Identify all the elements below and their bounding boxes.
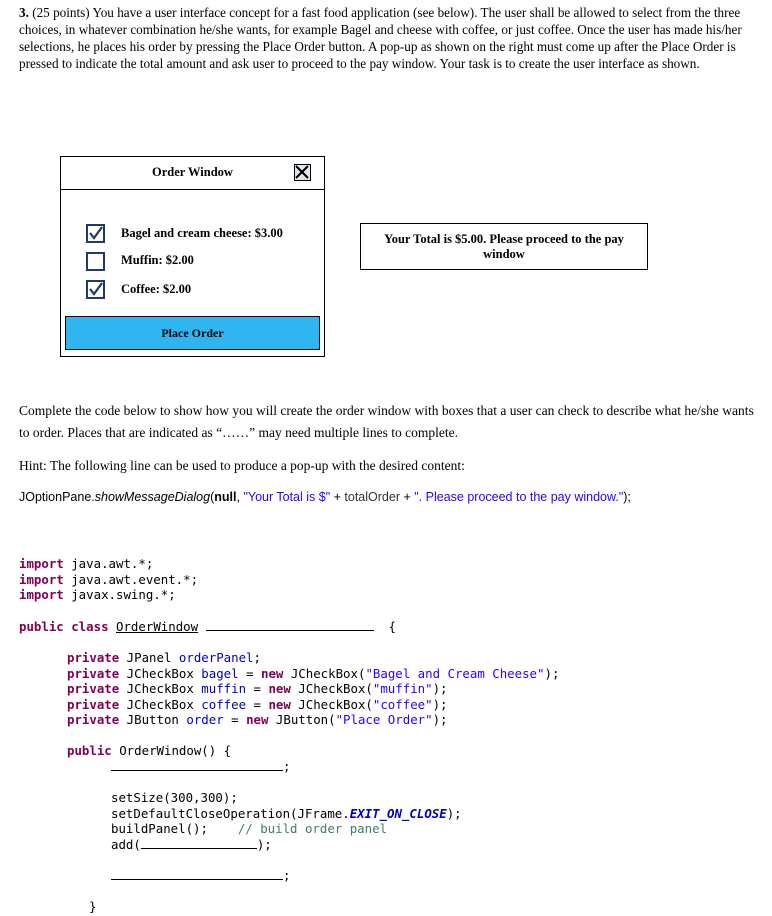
- hint-comma: ,: [236, 490, 244, 504]
- field-line: private JCheckBox muffin = new JCheckBox("muffin");: [67, 681, 448, 697]
- field-line: private JCheckBox coffee = new JCheckBox("coffee");: [67, 696, 448, 712]
- bagel-label: Bagel and cream cheese: $3.00: [121, 226, 283, 240]
- question-text: [19, 4, 754, 72]
- hint-plus2: +: [400, 490, 415, 504]
- order-window-title: Order Window: [152, 165, 233, 179]
- field-line: private JButton order = new JButton("Place Order");: [67, 712, 448, 728]
- bagel-checkbox[interactable]: [86, 224, 105, 243]
- hint-null: null: [214, 490, 237, 504]
- checkmark-icon: [88, 226, 103, 241]
- answer-blank[interactable]: [206, 619, 374, 631]
- hint-method: showMessageDialog: [94, 490, 211, 504]
- import-line: import java.awt.*;: [19, 556, 154, 571]
- constructor-blank-line-1: ;: [111, 759, 290, 775]
- closing-brace: }: [89, 899, 97, 914]
- place-order-button[interactable]: Place Order: [65, 316, 320, 350]
- hint-code-line: [19, 490, 631, 504]
- answer-blank[interactable]: [141, 837, 257, 849]
- coffee-label: Coffee: $2.00: [121, 282, 192, 296]
- answer-blank[interactable]: [111, 868, 283, 880]
- question-body: You have a user interface concept for a fast food application (see below). The user shall be allowed to select from the three choices, in whatever combination he/she wants, for example Bagel and cheese with coffee, or just coffee. Once the user has made his/her selections, he places his order by pressing the Place Order button. A pop-up as shown on the right must come up after the Place Order is pressed to indicate the total amount and ask user to proceed to the pay window. Your task is to create the user interface as shown.: [19, 5, 742, 71]
- muffin-checkbox[interactable]: [86, 252, 105, 271]
- coffee-checkbox[interactable]: [86, 280, 105, 299]
- muffin-label: Muffin: $2.00: [121, 253, 194, 267]
- close-icon[interactable]: [294, 164, 311, 181]
- field-line: private JPanel orderPanel;: [67, 650, 261, 665]
- hint-str2: ". Please proceed to the pay window.": [414, 490, 624, 504]
- popup-line-1: Your Total is $5.00. Please proceed to the pay: [384, 232, 624, 246]
- fields-block: [67, 650, 559, 728]
- import-line: import java.awt.event.*;: [19, 571, 199, 587]
- hint-class: JOptionPane.: [19, 490, 95, 504]
- popup-line-2: window: [483, 247, 525, 261]
- set-size-line: setSize(300,300);: [111, 790, 238, 805]
- total-popup: [360, 223, 648, 270]
- hint-plus1: +: [330, 490, 345, 504]
- hint-close: );: [623, 490, 631, 504]
- imports-block: [19, 556, 198, 603]
- question-number: 3.: [19, 5, 29, 20]
- import-line: import javax.swing.*;: [19, 587, 176, 603]
- hint-str1: "Your Total is $": [243, 490, 331, 504]
- question-points: (25 points): [32, 5, 90, 20]
- close-operation-line: setDefaultCloseOperation(JFrame.EXIT_ON_CLOSE);: [111, 805, 462, 821]
- constructor-body: [111, 790, 462, 852]
- instructions-paragraph: Complete the code below to show how you will create the order window with boxes that a user can check to describe what he/she wants to order. Places that are indicated as “……” may need multiple lines to complete.: [19, 403, 754, 440]
- constructor-blank-line-2: ;: [111, 868, 290, 884]
- class-declaration: public class OrderWindow {: [19, 619, 396, 634]
- class-name: OrderWindow: [116, 619, 199, 634]
- answer-blank[interactable]: [111, 759, 283, 771]
- field-line: private JCheckBox bagel = new JCheckBox("Bagel and Cream Cheese");: [67, 665, 560, 681]
- build-panel-line: buildPanel(); // build order panel: [111, 821, 388, 837]
- hint-open: (: [210, 490, 215, 504]
- hint-var: totalOrder: [344, 490, 400, 504]
- add-line: add( );: [111, 836, 272, 852]
- checkmark-icon: [88, 282, 103, 297]
- constructor-declaration: public OrderWindow() {: [67, 743, 232, 758]
- hint-text: Hint: The following line can be used to produce a pop-up with the desired content:: [19, 458, 465, 473]
